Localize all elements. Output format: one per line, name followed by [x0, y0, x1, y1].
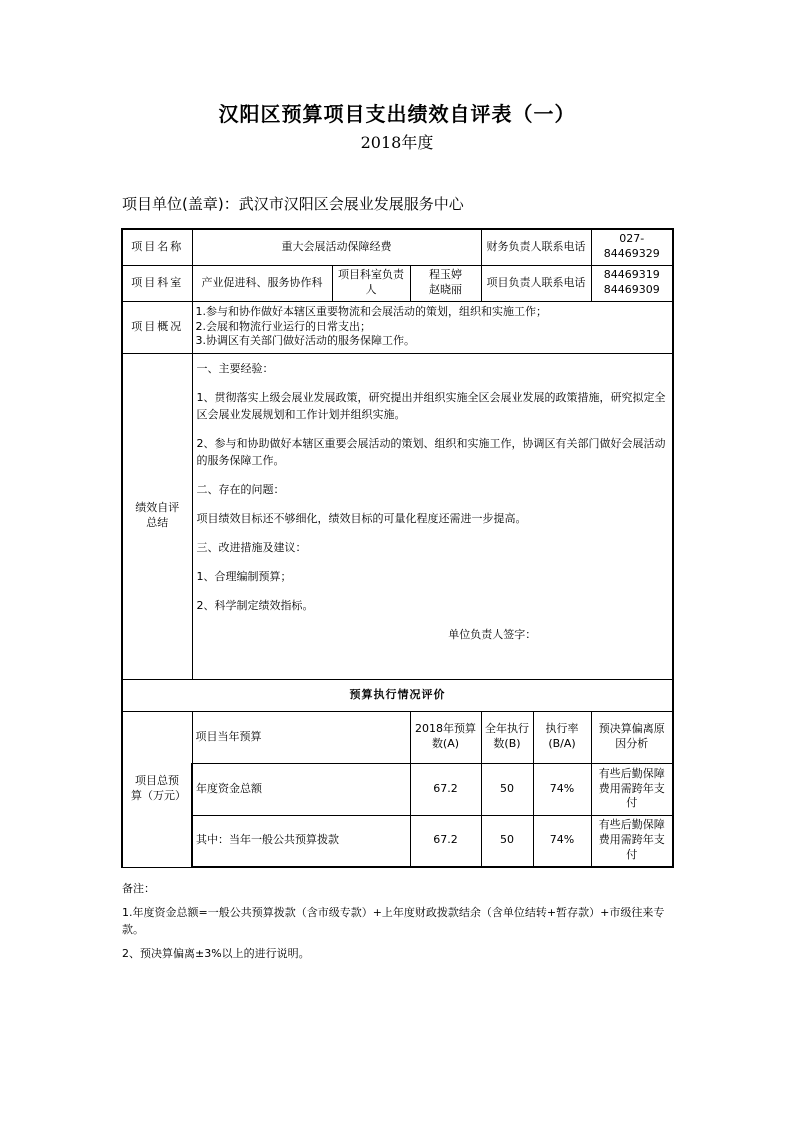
finance-phone-label: 财务负责人联系电话 — [481, 229, 591, 265]
budget-row-rate: 74% — [533, 763, 591, 815]
signature-line: 单位负责人签字： — [448, 627, 537, 641]
budget-row-reason: 有些后勤保障费用需跨年支付 — [591, 815, 673, 867]
budget-evaluation-header: 预算执行情况评价 — [122, 679, 673, 711]
finance-phone-value: 027-84469329 — [591, 229, 673, 265]
dept-head-label: 项目科室负责人 — [332, 265, 410, 301]
summary-paragraph: 1、合理编制预算； — [196, 569, 292, 583]
page-subtitle-year: 2018年度 — [360, 133, 434, 152]
summary-heading: 二、存在的问题： — [196, 482, 285, 496]
budget-col-exec: 全年执行数(B) — [481, 711, 533, 763]
summary-heading: 一、主要经验： — [196, 361, 274, 375]
notes-heading: 备注： — [122, 882, 155, 895]
total-budget-label: 项目总预算（万元） — [122, 711, 192, 867]
project-phone-label: 项目负责人联系电话 — [481, 265, 591, 301]
project-name-value: 重大会展活动保障经费 — [192, 229, 481, 265]
project-overview-label: 项目概况 — [122, 301, 192, 353]
budget-row-exec: 50 — [481, 815, 533, 867]
performance-summary-content — [192, 353, 673, 679]
dept-head-value: 程玉婷 赵晓丽 — [410, 265, 481, 301]
budget-row-exec: 50 — [481, 763, 533, 815]
table-row — [122, 815, 673, 867]
overview-line: 1.参与和协作做好本辖区重要物流和会展活动的策划，组织和实施工作； — [195, 304, 547, 318]
overview-line: 3.协调区有关部门做好活动的服务保障工作。 — [195, 334, 415, 348]
budget-col-reason: 预决算偏离原因分析 — [591, 711, 673, 763]
note-item: 2、预决算偏离±3%以上的进行说明。 — [122, 946, 310, 960]
table-row — [122, 763, 673, 815]
project-dept-label: 项目科室 — [122, 265, 192, 301]
summary-heading: 三、改进措施及建议： — [196, 540, 307, 554]
budget-col-item: 项目当年预算 — [192, 711, 410, 763]
overview-line: 2.会展和物流行业运行的日常支出； — [195, 319, 371, 333]
project-phone-value: 84469319 84469309 — [591, 265, 673, 301]
budget-row-budget: 67.2 — [410, 815, 481, 867]
budget-row-item: 年度资金总额 — [192, 763, 410, 815]
performance-summary-label: 绩效自评总结 — [122, 353, 192, 679]
notes-section — [122, 880, 682, 968]
summary-paragraph: 项目绩效目标还不够细化，绩效目标的可量化程度还需进一步提高。 — [196, 511, 527, 525]
budget-row-item: 其中：当年一般公共预算拨款 — [192, 815, 410, 867]
page-title: 汉阳区预算项目支出绩效自评表（一） — [218, 102, 576, 126]
budget-row-rate: 74% — [533, 815, 591, 867]
budget-row-budget: 67.2 — [410, 763, 481, 815]
budget-col-budget: 2018年预算数(A) — [410, 711, 481, 763]
project-name-label: 项目名称 — [122, 229, 192, 265]
project-unit: 项目单位(盖章)：武汉市汉阳区会展业发展服务中心 — [122, 195, 464, 213]
project-dept-value: 产业促进科、服务协作科 — [192, 265, 332, 301]
evaluation-table — [121, 228, 674, 868]
summary-paragraph: 2、参与和协助做好本辖区重要会展活动的策划、组织和实施工作，协调区有关部门做好会展活动的服务保障工作。 — [196, 436, 666, 467]
budget-col-rate: 执行率(B/A) — [533, 711, 591, 763]
summary-paragraph: 2、科学制定绩效指标。 — [196, 598, 314, 612]
summary-paragraph: 1、贯彻落实上级会展业发展政策，研究提出并组织实施全区会展业发展的政策措施，研究拟定全区会展业发展规划和工作计划并组织实施。 — [196, 390, 666, 421]
project-overview-content — [192, 301, 673, 353]
note-item: 1.年度资金总额=一般公共预算拨款（含市级专款）+上年度财政拨款结余（含单位结转+暂存款）+市级往来专款。 — [122, 905, 665, 937]
budget-row-reason: 有些后勤保障费用需跨年支付 — [591, 763, 673, 815]
